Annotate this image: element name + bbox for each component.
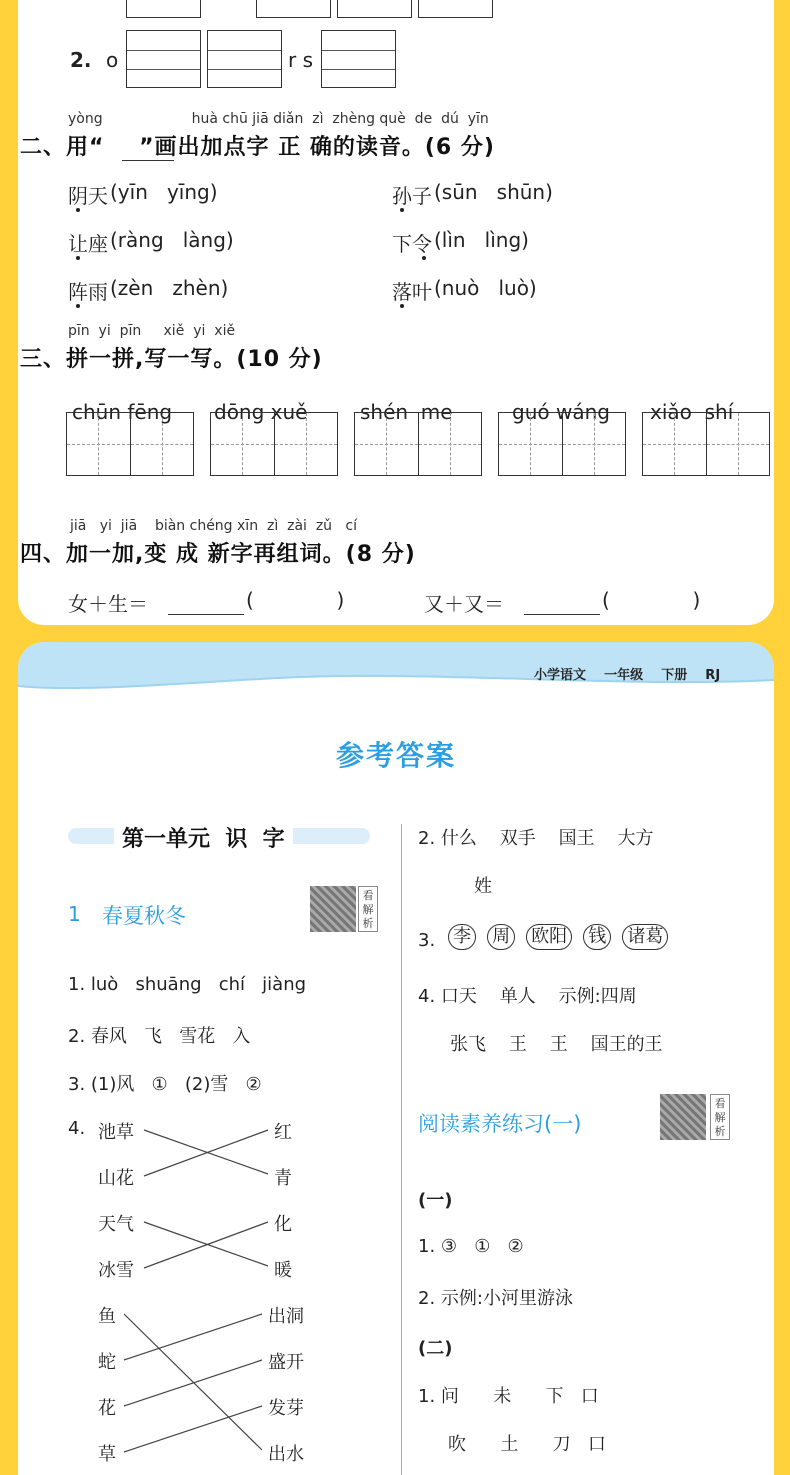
circled-char: 周 xyxy=(487,924,515,950)
sec2-chars: 让座 xyxy=(68,232,108,256)
sec2-options[interactable]: (nuò luò) xyxy=(434,276,537,300)
tianzige-grid[interactable] xyxy=(210,412,338,476)
sec3-word-pinyin: shén me xyxy=(360,400,453,424)
sec4-left-eq: 女＋生＝ xyxy=(68,592,148,616)
tianzige-grid[interactable] xyxy=(66,412,194,476)
unit-title: 第一单元 识 字 xyxy=(114,822,293,853)
writing-box[interactable] xyxy=(321,30,396,88)
answer-title: 参考答案 xyxy=(335,739,456,772)
circled-char: 李 xyxy=(448,924,476,950)
sec4-paren[interactable]: ( ) xyxy=(602,588,701,612)
writing-box[interactable] xyxy=(207,30,282,88)
writing-box[interactable] xyxy=(126,30,201,88)
sec3-title: 三、拼一拼,写一写。(10 分) xyxy=(20,347,323,372)
sec3-word-pinyin: xiǎo shí xyxy=(650,400,734,424)
column-divider xyxy=(401,824,402,1475)
part-2-answer-1: 1. 问 未 下 口 xyxy=(418,1386,599,1407)
emphasis-dot xyxy=(400,304,404,308)
match-right: 出洞 xyxy=(268,1306,304,1327)
answer-r4-cont: 张飞 王 王 国王的王 xyxy=(450,1034,663,1055)
qr-code-icon[interactable] xyxy=(660,1094,706,1140)
sec2-options[interactable]: (lìn lìng) xyxy=(434,228,529,252)
writing-box-partial xyxy=(256,0,331,18)
qr-tag: 看解析 xyxy=(358,886,378,932)
sec2-chars: 下令 xyxy=(392,232,432,256)
sec2-chars: 阴天 xyxy=(68,184,108,208)
answer-r2-cont: 姓 xyxy=(474,876,492,897)
lesson-title: 春夏秋冬 xyxy=(102,904,186,928)
sec2-options[interactable]: (sūn shūn) xyxy=(434,180,553,204)
match-left: 天气 xyxy=(98,1214,134,1235)
reading-title: 阅读素养练习(一) xyxy=(418,1112,582,1136)
match-right: 暖 xyxy=(274,1260,292,1281)
sec2-chars: 孙子 xyxy=(392,184,432,208)
q2-label: 2. xyxy=(70,48,92,72)
sec3-word-pinyin: dōng xuě xyxy=(214,400,308,424)
match-left: 草 xyxy=(98,1444,116,1465)
match-left: 花 xyxy=(98,1398,116,1419)
sec2-options[interactable]: (yīn yīng) xyxy=(110,180,218,204)
header-tag: 小学语文 一年级 下册 RJ xyxy=(534,668,721,683)
answer-blank[interactable] xyxy=(168,614,244,615)
sec2-pinyin: yòng huà chū jiā diǎn zì zhèng què de dú yīn xyxy=(68,111,489,127)
writing-box-partial xyxy=(418,0,493,18)
part-1-label: (一) xyxy=(418,1190,453,1211)
tianzige-grid[interactable] xyxy=(498,412,626,476)
q2-letter-o: o xyxy=(106,48,119,72)
writing-box-partial xyxy=(126,0,201,18)
match-left: 鱼 xyxy=(98,1306,116,1327)
circled-char: 诸葛 xyxy=(622,924,668,950)
match-right: 化 xyxy=(274,1214,292,1235)
part-2-label: (二) xyxy=(418,1338,453,1359)
writing-box-partial xyxy=(337,0,412,18)
match-right: 盛开 xyxy=(268,1352,304,1373)
sec3-word-pinyin: chūn fēng xyxy=(72,400,173,424)
match-right: 发芽 xyxy=(268,1398,304,1419)
tianzige-grid[interactable] xyxy=(354,412,482,476)
match-left: 山花 xyxy=(98,1168,134,1189)
part-1-answer-1: 1. ③ ① ② xyxy=(418,1236,524,1257)
emphasis-dot xyxy=(76,304,80,308)
circled-char: 欧阳 xyxy=(526,924,572,950)
part-2-answer-1-cont: 吹 土 刀 口 xyxy=(448,1434,606,1455)
q2-letters-rs: r s xyxy=(288,48,313,72)
qr-tag: 看解析 xyxy=(710,1094,730,1140)
sec4-title: 四、加一加,变 成 新字再组词。(8 分) xyxy=(20,542,416,567)
emphasis-dot xyxy=(400,208,404,212)
circled-answers xyxy=(448,924,674,950)
answer-3: 3. (1)风 ① (2)雪 ② xyxy=(68,1074,262,1095)
match-right: 出水 xyxy=(268,1444,304,1465)
lesson-number: 1 xyxy=(68,902,81,926)
sec4-pinyin: jiā yi jiā biàn chéng xīn zì zài zǔ cí xyxy=(70,518,357,534)
worksheet-card xyxy=(18,0,774,625)
emphasis-dot xyxy=(76,256,80,260)
sec2-options[interactable]: (ràng làng) xyxy=(110,228,234,252)
answer-r3-label: 3. xyxy=(418,930,436,951)
circled-char: 钱 xyxy=(583,924,611,950)
answer-1: 1. luò shuāng chí jiàng xyxy=(68,974,307,995)
sec4-right-eq: 又＋又＝ xyxy=(424,592,504,616)
sec4-paren[interactable]: ( ) xyxy=(246,588,345,612)
answer-r4: 4. 口天 单人 示例:四周 xyxy=(418,986,637,1007)
answer-r2: 2. 什么 双手 国王 大方 xyxy=(418,828,654,849)
sec3-pinyin: pīn yi pīn xiě yi xiě xyxy=(68,323,236,339)
match-left: 池草 xyxy=(98,1122,134,1143)
emphasis-dot xyxy=(422,256,426,260)
match-right: 青 xyxy=(274,1168,292,1189)
emphasis-dot xyxy=(76,208,80,212)
sec3-word-pinyin: guó wáng xyxy=(512,400,610,424)
part-1-answer-2: 2. 示例:小河里游泳 xyxy=(418,1288,573,1309)
sec2-chars: 阵雨 xyxy=(68,280,108,304)
match-right: 红 xyxy=(274,1122,292,1143)
answer-blank[interactable] xyxy=(524,614,600,615)
match-left: 冰雪 xyxy=(98,1260,134,1281)
matching-lines xyxy=(18,642,398,1475)
answer-2: 2. 春风 飞 雪花 入 xyxy=(68,1026,251,1047)
blank-underline xyxy=(122,160,174,161)
match-left: 蛇 xyxy=(98,1352,116,1373)
sec2-options[interactable]: (zèn zhèn) xyxy=(110,276,229,300)
sec2-title: 二、用“ ”画出加点字 正 确的读音。(6 分) xyxy=(20,135,495,160)
tianzige-grid[interactable] xyxy=(642,412,770,476)
answer-key-card xyxy=(18,642,774,1475)
answer-4-label: 4. xyxy=(68,1118,86,1139)
sec2-chars: 落叶 xyxy=(392,280,432,304)
